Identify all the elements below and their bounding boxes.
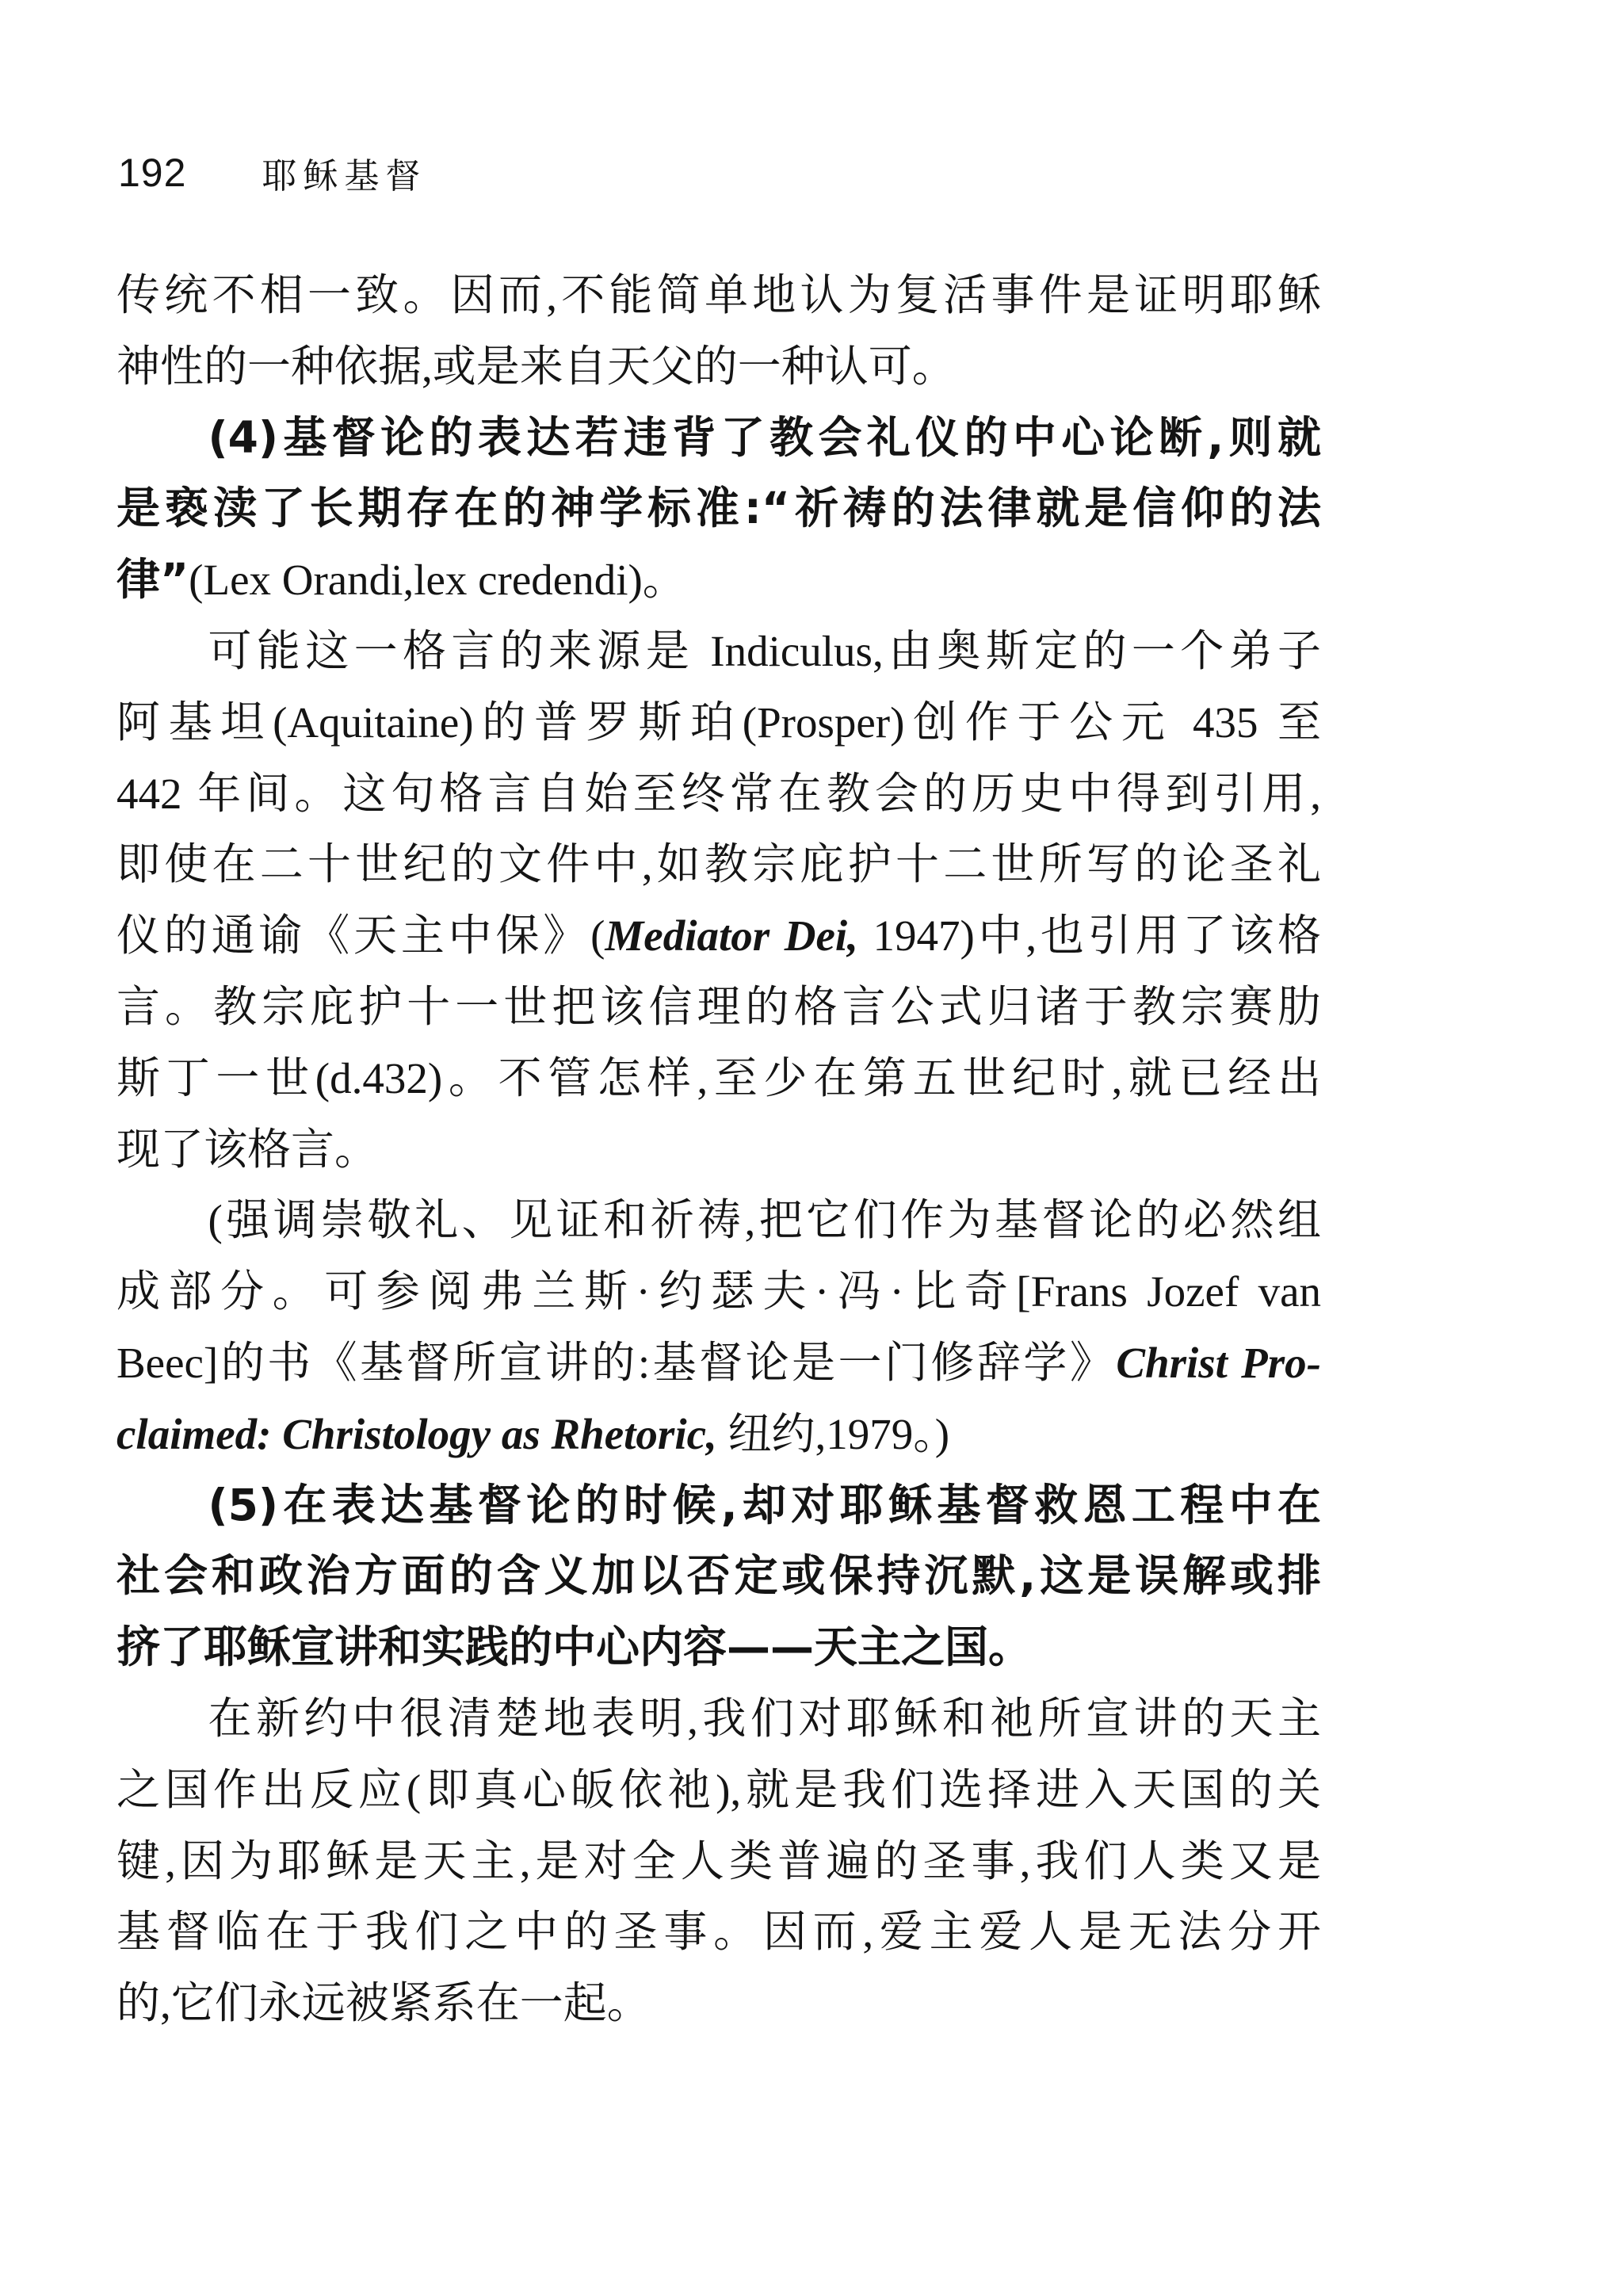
line-text: 的,它们永远被紧系在一起。: [116, 1979, 651, 2028]
italic-title: Christ Pro-: [1116, 1338, 1321, 1387]
line-text: 1947)中,也引用了该格: [857, 911, 1321, 961]
paragraph: [116, 1683, 1321, 2039]
text-line: [116, 1185, 1321, 1256]
line-text: 言。教宗庇护十一世把该信理的格言公式归诸于教宗赛肋: [116, 982, 1321, 1031]
running-title: 耶稣基督: [262, 156, 427, 197]
line-text: (强调崇敬礼、见证和祈祷,把它们作为基督论的必然组: [208, 1196, 1321, 1245]
text-line: [116, 1043, 1321, 1114]
page-number: 192: [118, 151, 187, 195]
line-text: 斯丁一世(d.432)。不管怎样,至少在第五世纪时,就已经出: [116, 1053, 1321, 1102]
paragraph: [116, 616, 1321, 1185]
text-line: [116, 1541, 1321, 1612]
line-text: 社会和政治方面的含义加以否定或保持沉默,这是误解或排: [116, 1550, 1321, 1602]
text-line: [116, 403, 1321, 474]
paragraph: [116, 1185, 1321, 1469]
line-text: 现了该格言。: [116, 1125, 379, 1174]
text-line: [116, 1612, 1321, 1683]
text-line: [116, 972, 1321, 1043]
line-text: 传统不相一致。因而,不能简单地认为复活事件是证明耶稣: [116, 271, 1321, 319]
line-text: 阿基坦(Aquitaine)的普罗斯珀(Prosper)创作于公元 435 至: [116, 697, 1321, 747]
text-line: [116, 1256, 1321, 1328]
text-line: [116, 331, 1321, 403]
text-line: [116, 1328, 1321, 1399]
line-text: 基督临在于我们之中的圣事。因而,爱主爱人是无法分开: [116, 1908, 1321, 1957]
text-line: [116, 829, 1321, 900]
text-line: [116, 1755, 1321, 1826]
page-header: [118, 147, 426, 198]
line-text: (4)基督论的表达若违背了教会礼仪的中心论断,则就: [208, 411, 1321, 463]
line-text: 之国作出反应(即真心皈依祂),就是我们选择进入天国的关: [116, 1765, 1321, 1814]
line-text: (5)在表达基督论的时候,却对耶稣基督救恩工程中在: [208, 1479, 1321, 1530]
italic-title: claimed: Christology as Rhetoric,: [116, 1409, 717, 1458]
paragraph-bold: [116, 1470, 1321, 1683]
paragraph: [116, 260, 1321, 403]
line-text: 仪的通谕《天主中保》(: [116, 911, 605, 961]
line-text: 挤了耶稣宣讲和实践的中心内容——天主之国。: [116, 1622, 1033, 1673]
text-line: [116, 1399, 1321, 1470]
text-line: [116, 1470, 1321, 1541]
line-text: 442 年间。这句格言自始至终常在教会的历史中得到引用,: [116, 769, 1321, 818]
text-line: [116, 758, 1321, 830]
text-line: [116, 260, 1321, 331]
paragraph-bold: [116, 403, 1321, 616]
line-text: 成部分。可参阅弗兰斯·约瑟夫·冯·比奇[Frans Jozef van: [116, 1267, 1321, 1316]
text-line: [116, 687, 1321, 758]
text-line: [116, 544, 1321, 616]
text-line: [116, 1114, 1321, 1186]
text-line: [116, 900, 1321, 972]
body-text: [116, 260, 1321, 2039]
text-line: [116, 1968, 1321, 2039]
text-line: [116, 1683, 1321, 1755]
text-line: [116, 1897, 1321, 1968]
text-line: [116, 616, 1321, 687]
text-line: [116, 473, 1321, 544]
line-text: Beec]的书《基督所宣讲的:基督论是一门修辞学》: [116, 1338, 1117, 1387]
italic-title: Mediator Dei,: [605, 911, 858, 961]
line-text: 即使在二十世纪的文件中,如教宗庇护十二世所写的论圣礼: [116, 840, 1321, 889]
line-text: 律”: [116, 554, 189, 606]
line-text: 在新约中很清楚地表明,我们对耶稣和祂所宣讲的天主: [208, 1694, 1321, 1743]
line-text: 是亵渎了长期存在的神学标准:“祈祷的法律就是信仰的法: [116, 483, 1321, 534]
latin-phrase: (Lex Orandi,lex credendi)。: [189, 556, 686, 605]
line-text: 可能这一格言的来源是 Indiculus,由奥斯定的一个弟子: [208, 626, 1321, 675]
line-text: 键,因为耶稣是天主,是对全人类普遍的圣事,我们人类又是: [116, 1836, 1321, 1885]
line-text: 纽约,1979。): [716, 1409, 950, 1458]
text-line: [116, 1826, 1321, 1897]
line-text: 神性的一种依据,或是来自天父的一种认可。: [116, 342, 956, 391]
